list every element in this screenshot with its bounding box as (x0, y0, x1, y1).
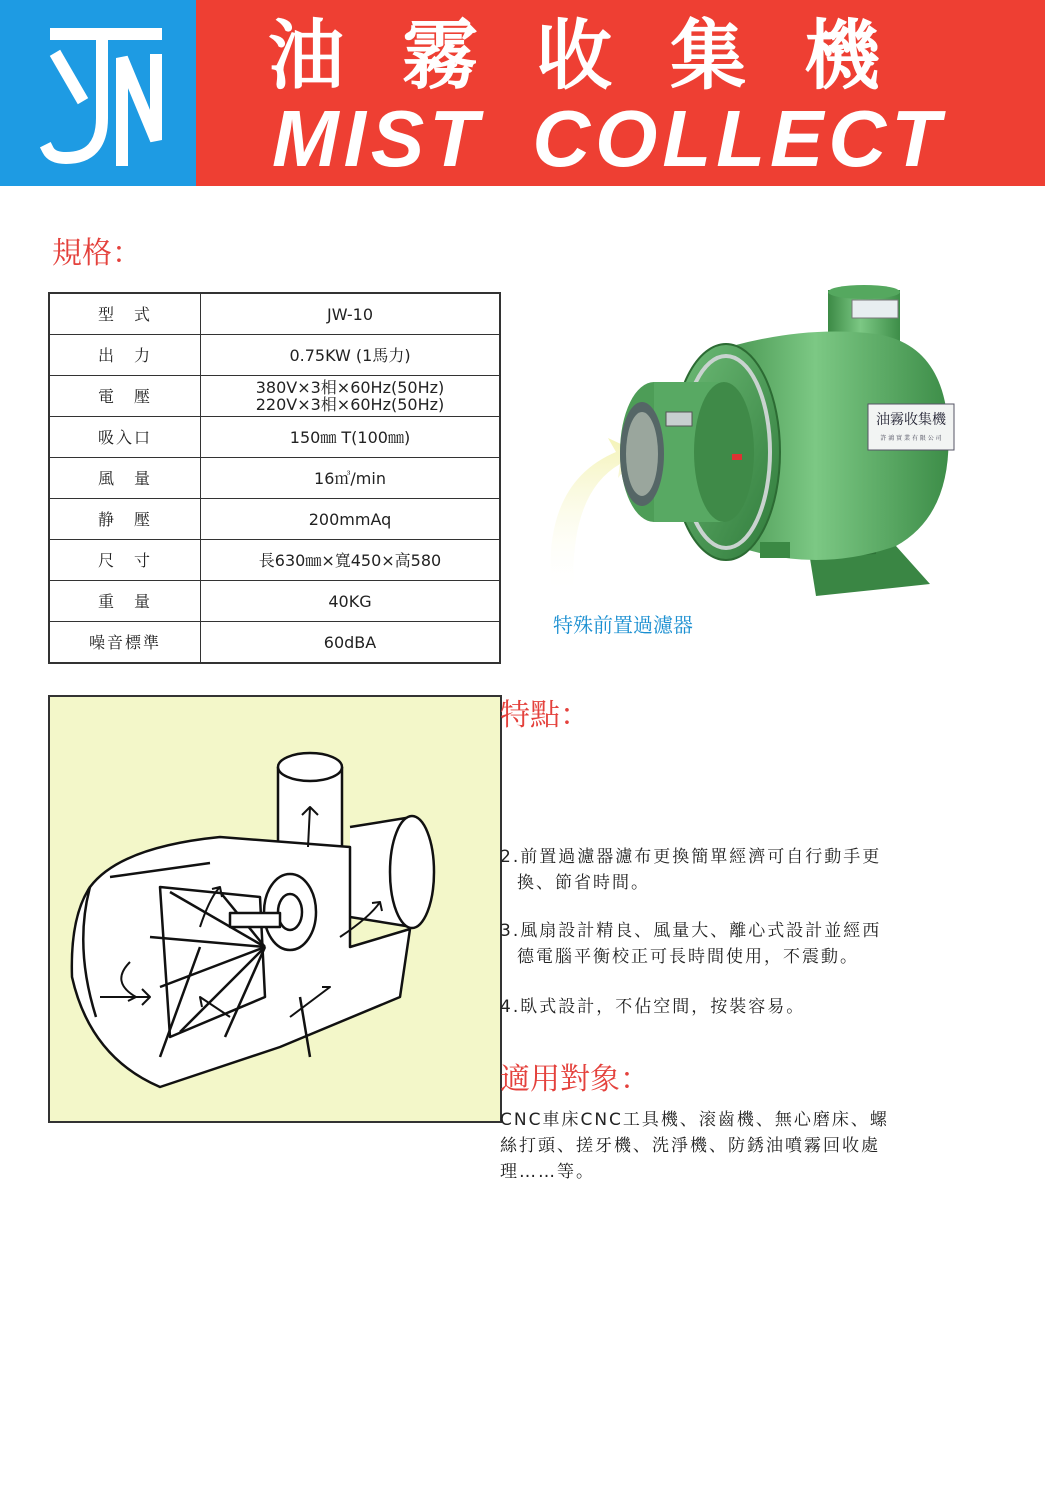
title-chinese: 油霧收集機 (268, 11, 938, 100)
table-row (49, 293, 500, 335)
spec-value: 60dBA (201, 622, 501, 664)
table-row (49, 499, 500, 540)
spec-label: 噪音標準 (49, 622, 201, 664)
feature-line: 4.臥式設計，不佔空間，按裝容易。 (500, 997, 806, 1017)
spec-label: 型 式 (49, 293, 201, 335)
feature-line: 2.前置過濾器濾布更換簡單經濟可自行動手更 (500, 847, 882, 867)
title-panel (196, 0, 1045, 186)
table-row (49, 622, 500, 664)
cutaway-diagram (48, 695, 502, 1123)
spec-label: 出 力 (49, 335, 201, 376)
feature-item (500, 994, 970, 1020)
spec-label: 風 量 (49, 458, 201, 499)
usage-line: 絲打頭、搓牙機、洗淨機、防銹油噴霧回收處 (500, 1136, 880, 1156)
table-row (49, 581, 500, 622)
spec-value-voltage (201, 376, 501, 417)
spec-value: 40KG (201, 581, 501, 622)
feature-item (500, 844, 970, 896)
features-heading: 特點： (500, 698, 590, 733)
spec-value: 200mmAq (201, 499, 501, 540)
product-photo (546, 284, 966, 614)
spec-table (48, 292, 501, 664)
feature-line: 3.風扇設計精良、風量大、離心式設計並經西 (500, 921, 882, 941)
spec-label: 電 壓 (49, 376, 201, 417)
plate-subtitle: 許 鴻 實 業 有 限 公 司 (880, 435, 942, 442)
company-logo (0, 0, 196, 186)
usage-heading: 適用對象： (500, 1062, 650, 1097)
photo-caption: 特殊前置過濾器 (553, 613, 693, 637)
spec-label: 吸入口 (49, 417, 201, 458)
mist-collector-machine-icon (546, 284, 966, 614)
plate-title: 油霧收集機 (876, 412, 946, 428)
spec-value: 16㎥/min (201, 458, 501, 499)
spec-value: JW-10 (201, 293, 501, 335)
spec-label: 静 壓 (49, 499, 201, 540)
header-banner (0, 0, 1045, 186)
table-row (49, 417, 500, 458)
table-row (49, 376, 500, 417)
spec-value: 長630㎜×寬450×高580 (201, 540, 501, 581)
usage-text (500, 1107, 960, 1185)
spec-label: 重 量 (49, 581, 201, 622)
feature-item (500, 918, 970, 970)
spec-value: 0.75KW (1馬力) (201, 335, 501, 376)
table-row (49, 540, 500, 581)
feature-line: 德電腦平衡校正可長時間使用，不震動。 (517, 947, 859, 967)
spec-value-line: 380V×3相×60Hz(50Hz) (255, 378, 445, 397)
table-row (49, 335, 500, 376)
spec-value-line: 220V×3相×60Hz(50Hz) (255, 395, 445, 414)
spec-value: 150㎜ T(100㎜) (201, 417, 501, 458)
feature-line: 換、節省時間。 (517, 873, 650, 893)
usage-line: CNC車床CNC工具機、滚齒機、無心磨床、螺 (500, 1110, 889, 1130)
title-english: MIST COLLECT (272, 94, 946, 183)
fan-cutaway-illustration-icon (50, 697, 500, 1121)
usage-line: 理……等。 (500, 1162, 595, 1182)
logo-mark-icon (0, 0, 196, 186)
table-row (49, 458, 500, 499)
specs-heading: 規格： (52, 236, 142, 271)
spec-label: 尺 寸 (49, 540, 201, 581)
